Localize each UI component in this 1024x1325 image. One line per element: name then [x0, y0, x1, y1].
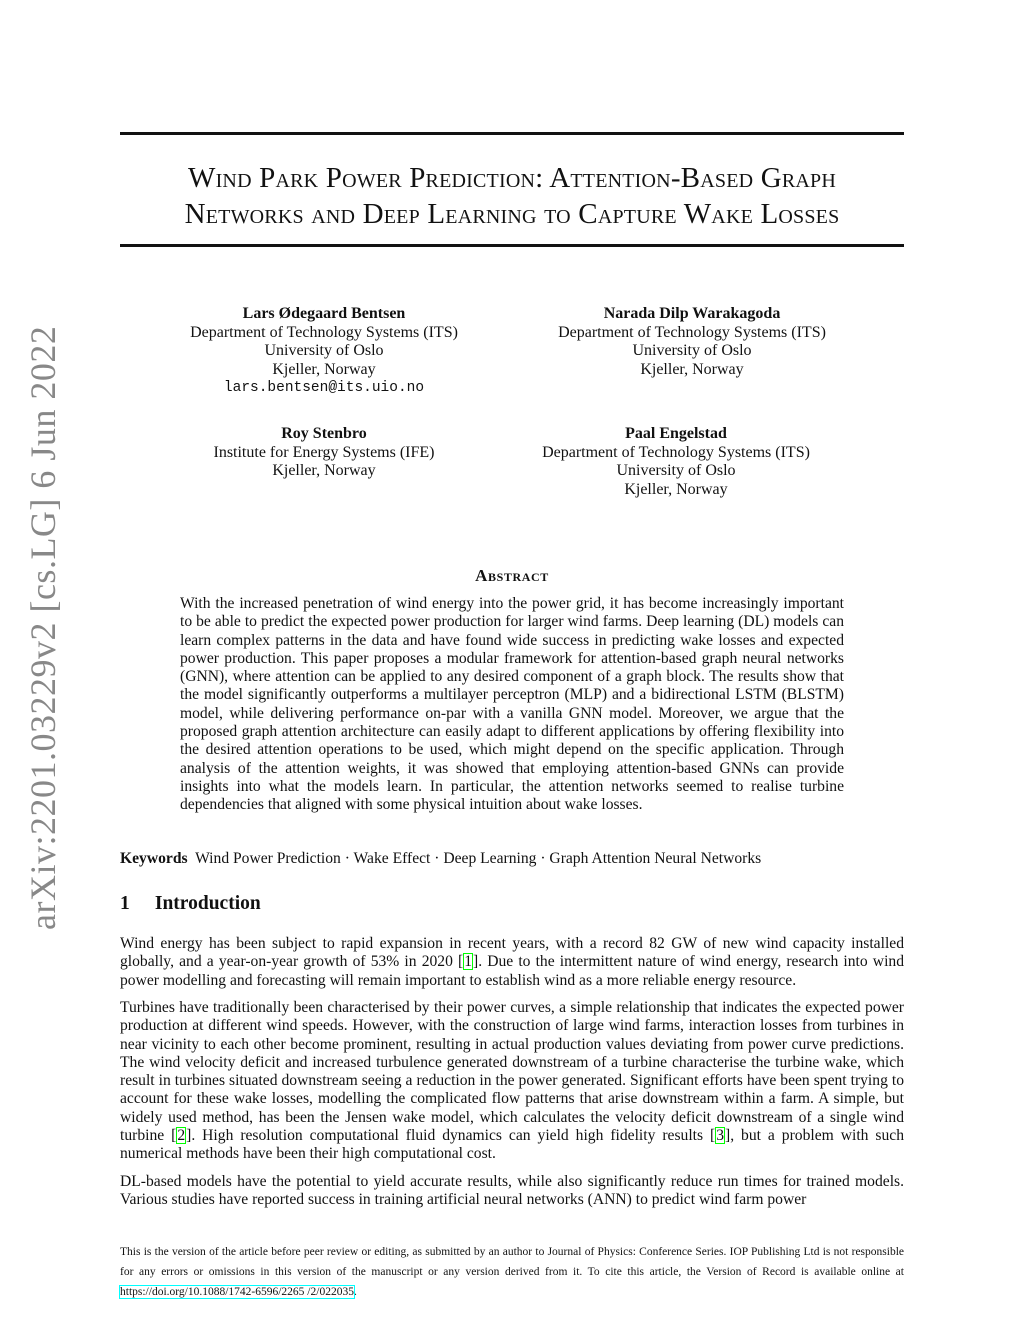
- author-affiliation: Kjeller, Norway: [640, 360, 744, 378]
- author-block-3: [184, 425, 464, 481]
- author-block-4: [526, 425, 826, 499]
- footnote: [120, 1242, 904, 1302]
- paragraph-text: ], but a problem with such numerical methods have been their high computational cost.: [120, 1127, 904, 1163]
- citation-link-3[interactable]: 3: [716, 1127, 724, 1145]
- paragraph-text: Turbines have traditionally been characterised by their power curves, a simple relationship that indicates the expected power production at different wind speeds. However, with the construction of large wind farms, interaction losses from turbines in near vicinity to each other become prominent, resulting in actual production values deviating from power curve predictions. The wind velocity deficit and increased turbulence generated downstream of a turbine characterise the turbine wake, which result in turbines situated downstream seeing a reduction in the power generated. Significant efforts have been spent trying to account for these wake losses, modelling the complicated flow patterns that arise downstream within a farm. A simple, but widely used method, has been the Jensen wake model, which calculates the velocity deficit downstream of a single wind turbine [: [120, 999, 904, 1145]
- footnote-text: This is the version of the article before peer review or editing, as submitted by an author to Journal of Physics: Conference Series. IOP Publishing Ltd is not responsible for any errors or omissions in this version of the manuscript or any version derived from it. To cite this article, the Version of Record is available online at: [120, 1246, 904, 1278]
- abstract-text: With the increased penetration of wind energy into the power grid, it has become increasingly important to be able to predict the expected power production for larger wind farms. Deep learning (DL) models can learn complex patterns in the data and have found wide success in predicting wake losses and expected power production. This paper proposes a modular framework for attention-based graph neural networks (GNN), where attention can be applied to any desired component of a graph block. The results show that the model significantly outperforms a multilayer perceptron (MLP) and a bidirectional LSTM (BLSTM) model, while delivering performance on-par with a vanilla GNN model. Moreover, we argue that the proposed graph attention architecture can easily adapt to different applications by offering flexibility into the desired attention operations to be used, which might depend on the specific application. Through analysis of the attention weights, it was showed that employing attention-based GNNs can provide insights into what the models learn. In particular, the attention networks seemed to realise turbine dependencies that aligned with some physical intuition about wake losses.: [180, 595, 844, 814]
- author-affiliation: Kjeller, Norway: [272, 360, 376, 378]
- doi-link[interactable]: https://doi.org/10.1088/1742-6596/2265 /2/022035: [120, 1286, 354, 1298]
- section-number: 1: [120, 893, 130, 914]
- title-line-1: Wind Park Power Prediction: Attention-Based Graph: [188, 162, 836, 194]
- footnote-end: .: [353, 1286, 357, 1298]
- intro-paragraph-1: [120, 935, 904, 990]
- author-name: Paal Engelstad: [625, 425, 727, 442]
- author-affiliation: University of Oslo: [632, 342, 752, 359]
- paragraph-text: ]. Due to the intermittent nature of wind energy, research into wind power modelling and forecasting will remain important to establish wind as a more reliable energy resource.: [120, 953, 904, 989]
- keywords-label: Keywords: [120, 850, 188, 867]
- title-bottom-rule: [120, 244, 904, 247]
- title-top-rule: [120, 132, 904, 135]
- author-affiliation: Institute for Energy Systems (IFE): [213, 443, 435, 461]
- keywords-text: Wind Power Prediction · Wake Effect · Deep Learning · Graph Attention Neural Networks: [195, 850, 762, 867]
- citation-link-1[interactable]: 1: [464, 953, 472, 971]
- author-affiliation: Kjeller, Norway: [272, 462, 376, 479]
- author-name: Roy Stenbro: [281, 425, 367, 442]
- keywords-line: [120, 850, 904, 868]
- paragraph-text: Wind energy has been subject to rapid expansion in recent years, with a record 82 GW of new wind capacity installed globally, and a year-on-year growth of 53% in 2020 [: [120, 935, 904, 971]
- author-affiliation: Kjeller, Norway: [624, 480, 728, 498]
- abstract-heading: Abstract: [475, 566, 549, 585]
- title-line-2: Networks and Deep Learning to Capture Wake Losses: [184, 198, 840, 230]
- author-affiliation: University of Oslo: [264, 342, 384, 359]
- author-affiliation: Department of Technology Systems (ITS): [542, 443, 810, 461]
- section-heading: [120, 893, 261, 915]
- arxiv-identifier: arXiv:2201.03229v2 [cs.LG] 6 Jun 2022: [23, 325, 63, 930]
- citation-link-2[interactable]: 2: [177, 1127, 186, 1145]
- author-name: Lars Ødegaard Bentsen: [242, 305, 406, 322]
- author-name: Narada Dilp Warakagoda: [603, 305, 781, 322]
- author-email[interactable]: lars.bentsen@its.uio.no: [223, 380, 425, 396]
- intro-paragraph-3: DL-based models have the potential to yield accurate results, while also significantly reduce run times for trained models. Various studies have reported success in training artificial neural networks (ANN) to predict wind farm power: [120, 1173, 904, 1209]
- author-block-2: [542, 305, 842, 379]
- paragraph-text: ]. High resolution computational fluid dynamics can yield high fidelity results [: [186, 1127, 716, 1145]
- author-affiliation: University of Oslo: [616, 462, 736, 479]
- section-title: Introduction: [154, 893, 261, 914]
- author-block-1: [184, 305, 464, 398]
- paper-title: [120, 160, 904, 232]
- author-affiliation: Department of Technology Systems (ITS): [190, 323, 458, 341]
- author-affiliation: Department of Technology Systems (ITS): [558, 323, 826, 341]
- intro-paragraph-2: [120, 999, 904, 1164]
